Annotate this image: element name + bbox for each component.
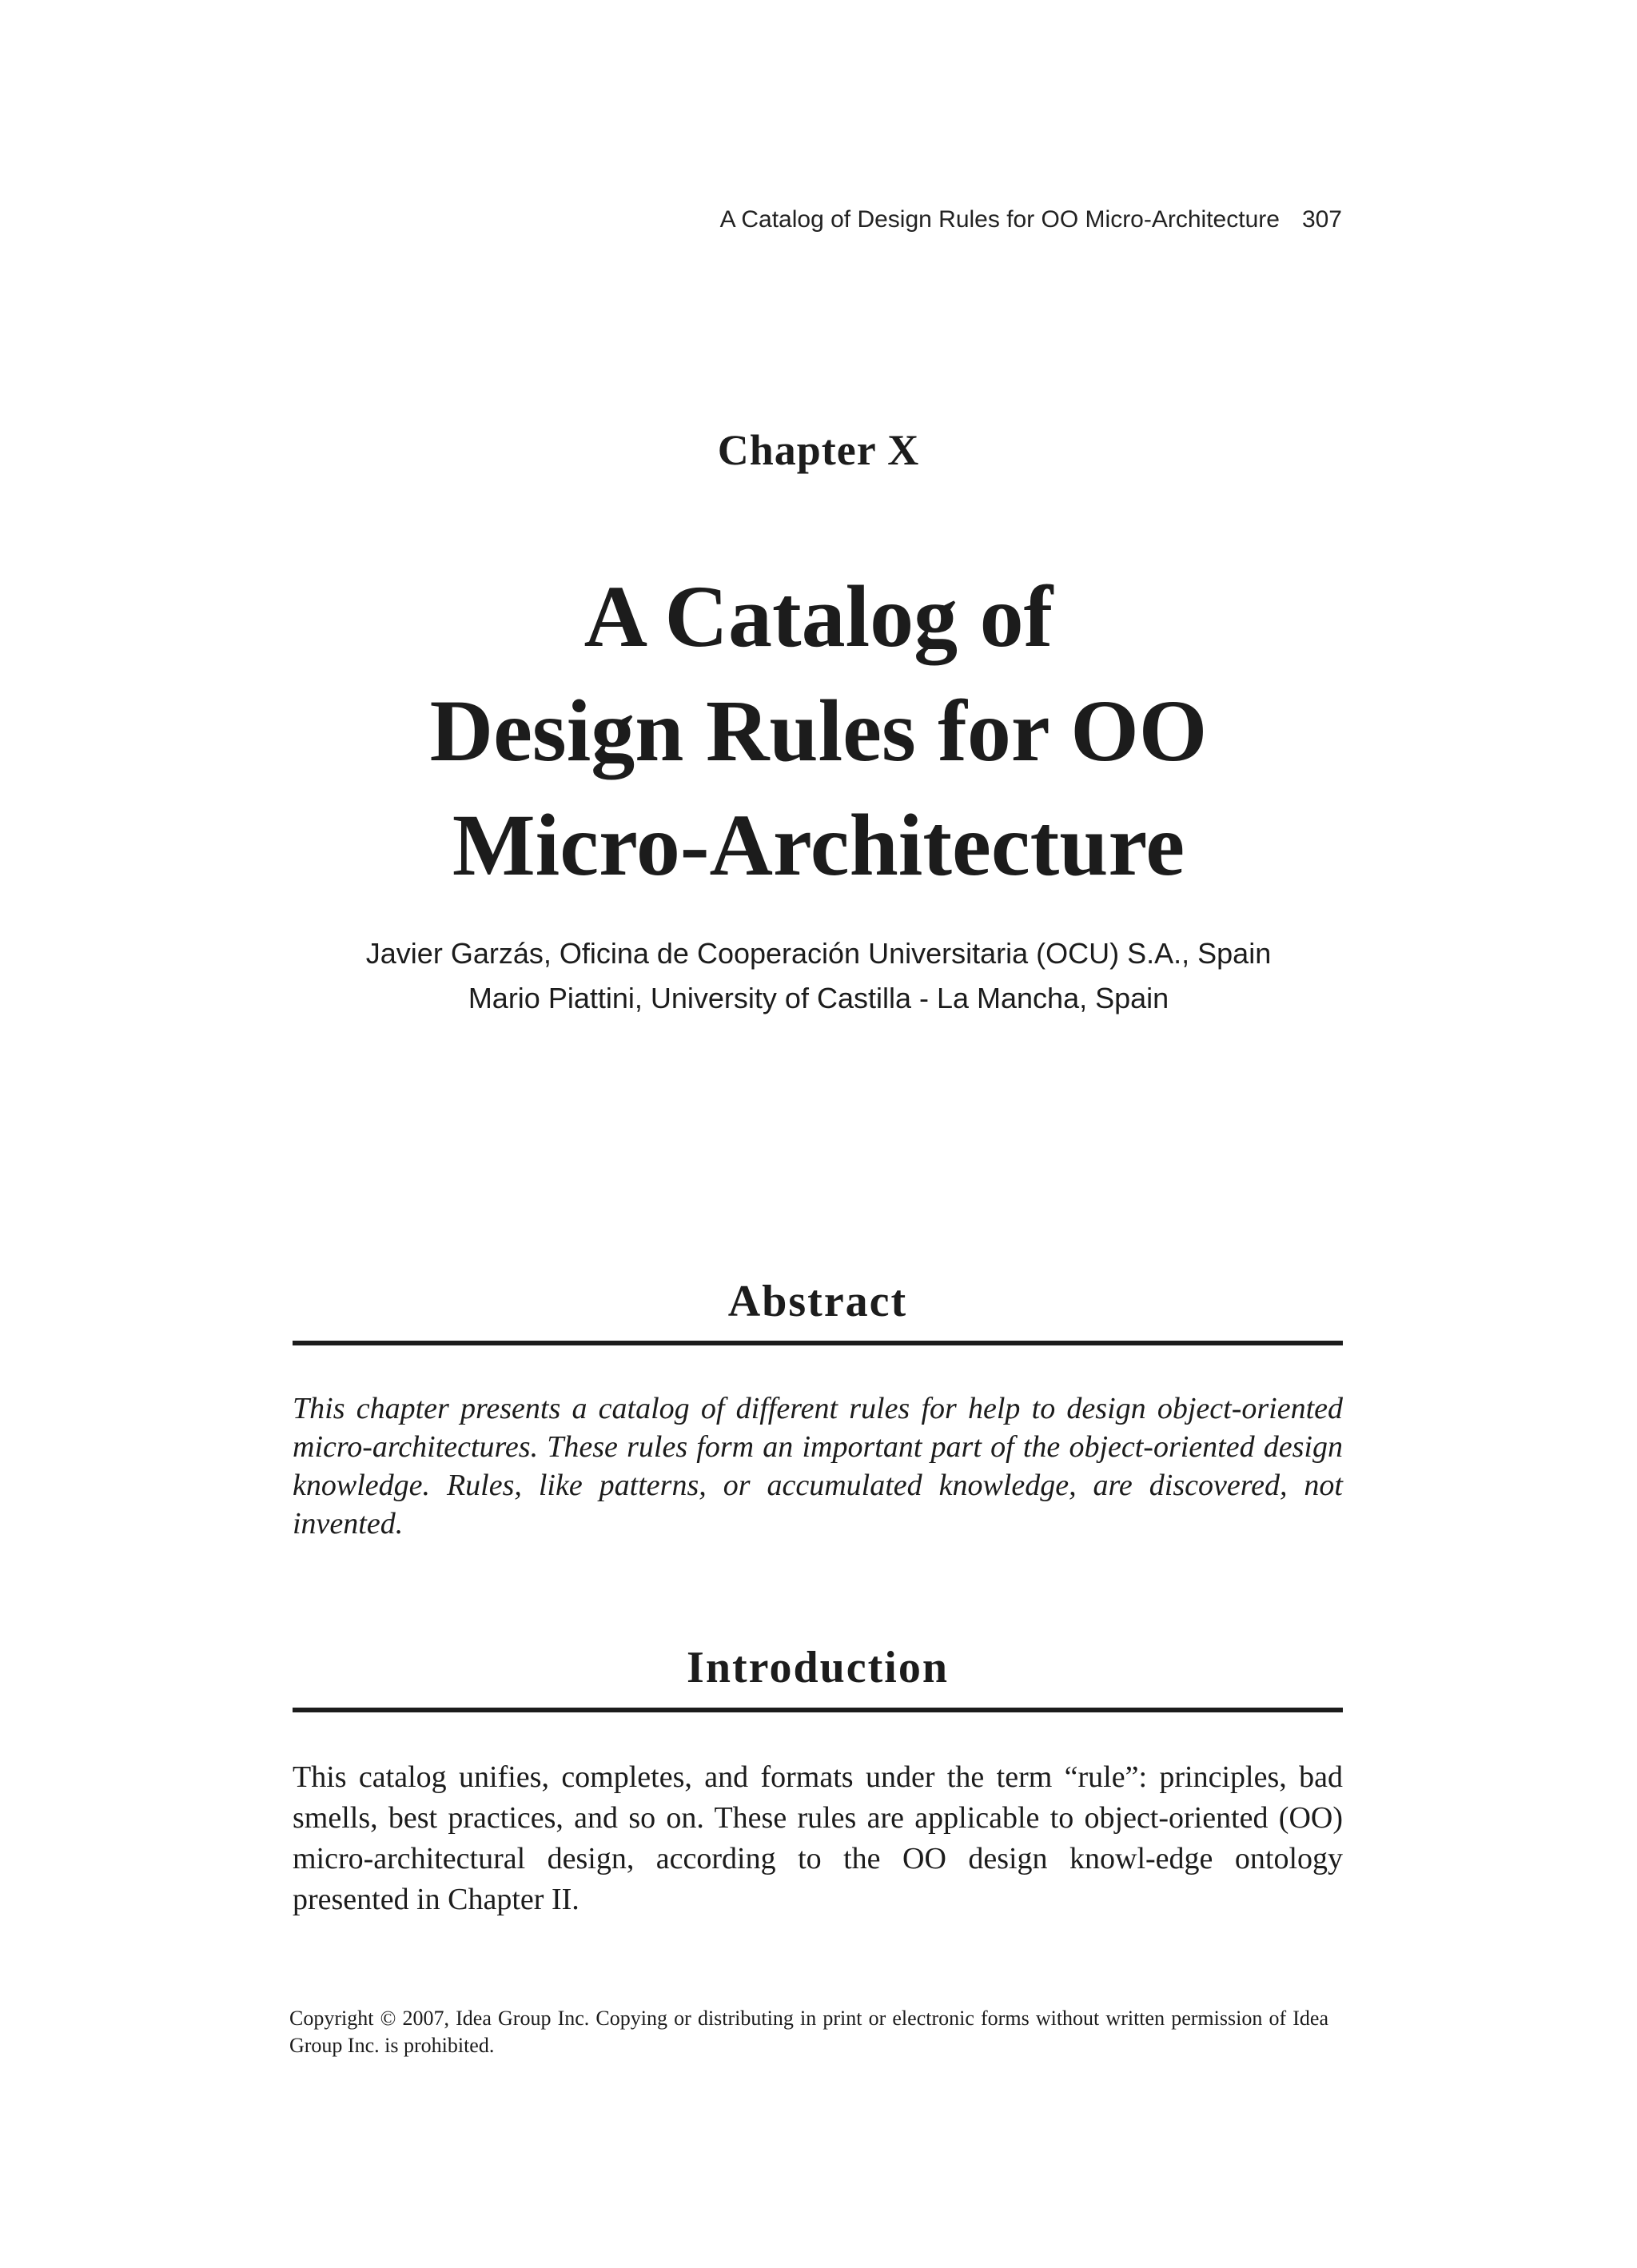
introduction-rule — [293, 1708, 1343, 1712]
author-2: Mario Piattini, University of Castilla - La Mancha, Spain — [468, 982, 1169, 1014]
chapter-title — [0, 560, 1637, 903]
introduction-heading: Introduction — [687, 1643, 949, 1692]
author-list — [0, 931, 1637, 1021]
chapter-title-line-2: Design Rules for OO — [429, 682, 1208, 779]
copyright-notice: Copyright © 2007, Idea Group Inc. Copying or distributing in print or electronic forms without written permission of Idea Group Inc. is prohibited. — [289, 2007, 1328, 2057]
running-head — [720, 206, 1342, 233]
running-head-title: A Catalog of Design Rules for OO Micro-Architecture — [719, 206, 1280, 233]
chapter-title-line-1: A Catalog of — [584, 568, 1053, 665]
introduction-text: This catalog unifies, completes, and formats under the term “rule”: principles, bad smells, best practices, and so on. These rules are applicable to object-oriented (OO) micro-architectural design, according to the OO design knowl-edge ontology presented in Chapter II. — [293, 1760, 1343, 1916]
abstract-rule — [293, 1341, 1343, 1345]
abstract-heading: Abstract — [727, 1277, 908, 1326]
chapter-label: Chapter X — [717, 426, 920, 474]
abstract-text: This chapter presents a catalog of different rules for help to design object-oriented micro-architectures. These rules form an important part of the object-oriented design knowledge. Rules, like patterns, or accumulated knowledge, are discovered, not invented. — [293, 1392, 1343, 1541]
page-number: 307 — [1301, 206, 1342, 233]
chapter-title-line-3: Micro-Architecture — [452, 796, 1185, 894]
author-1: Javier Garzás, Oficina de Cooperación Universitaria (OCU) S.A., Spain — [365, 937, 1272, 970]
